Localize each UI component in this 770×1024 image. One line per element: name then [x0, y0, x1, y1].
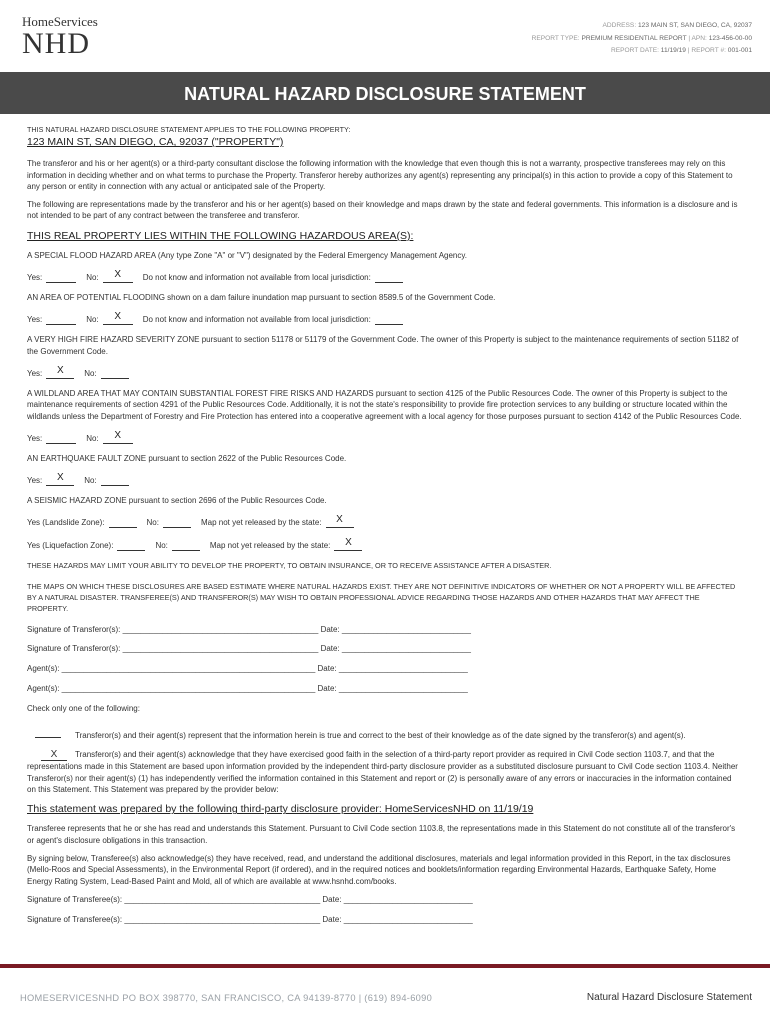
meta-apn-label: APN: — [691, 34, 707, 42]
meta-report-type-label: REPORT TYPE: — [531, 34, 580, 42]
intro-text: THIS NATURAL HAZARD DISCLOSURE STATEMENT APPLIES TO THE FOLLOWING PROPERTY: — [27, 125, 351, 134]
transferor-signature-line[interactable]: Signature of Transferor(s): ____________________________________________ Date: _____________________________ — [27, 644, 471, 654]
map-not-released-label: Map not yet released by the state: — [200, 518, 322, 528]
company-logo — [22, 14, 98, 58]
fire-no-field[interactable] — [101, 365, 129, 379]
dam-yes-field[interactable] — [46, 311, 76, 325]
liquefaction-map-field[interactable]: X — [334, 537, 362, 551]
meta-apn-value: 123-456-00-00 — [708, 34, 752, 42]
yes-label: Yes: — [27, 368, 43, 378]
agent-signature-line[interactable]: Agent(s): _________________________________________________________ Date: _____________________________ — [27, 684, 468, 694]
page-title: NATURAL HAZARD DISCLOSURE STATEMENT — [0, 72, 770, 114]
no-label: No: — [84, 475, 97, 485]
meta-separator: | — [686, 34, 692, 42]
report-meta — [532, 20, 752, 58]
seismic-zone-description: A SEISMIC HAZARD ZONE pursuant to section 2696 of the Public Resources Code. — [27, 496, 327, 506]
flood-no-field[interactable]: X — [103, 269, 133, 283]
transferor-signature-line[interactable]: Signature of Transferor(s): ____________________________________________ Date: _____________________________ — [27, 624, 471, 634]
no-label: No: — [86, 272, 99, 282]
liquefaction-answers — [27, 537, 742, 551]
yes-label: Yes: — [27, 475, 43, 485]
flood-yes-field[interactable] — [46, 269, 76, 283]
dam-no-field[interactable]: X — [103, 311, 133, 325]
fault-yes-field[interactable]: X — [46, 472, 74, 486]
no-label: No: — [146, 518, 159, 528]
no-label: No: — [84, 368, 97, 378]
meta-report-type-row — [532, 33, 752, 46]
check-option-2-text: Transferor(s) and their agent(s) acknowledge that they have exercised good faith in the selection of a third-party report provider as required in Civil Code section 1103.7, and that the representations made in this Statement are based upon information provided by the independent third-party disclosure provider as a substituted disclosure pursuant to Civil Code section 1103.4. Neither Transferor(s) nor their agent(s) (1) has independently verified the information contained in this Statement and report or (2) is personally aware of any errors or inaccuracies in the information contained on this Statement. This Statement was prepared by the provider below: — [27, 750, 738, 795]
wildland-yes-field[interactable] — [46, 430, 76, 444]
prepared-by-heading: This statement was prepared by the following third-party disclosure provider: HomeServicesNHD on 11/19/19 — [27, 803, 534, 816]
fire-severity-description: A VERY HIGH FIRE HAZARD SEVERITY ZONE pursuant to section 51178 or 51179 of the Government Code. The owner of this Property is subject to the maintenance requirements of section 51182 of the Government Code. — [27, 335, 739, 356]
fault-zone-answers — [27, 472, 742, 486]
check-option-2-field[interactable]: X — [41, 749, 67, 761]
dam-dnk-field[interactable] — [375, 311, 403, 325]
maps-estimate-notice: THE MAPS ON WHICH THESE DISCLOSURES ARE BASED ESTIMATE WHERE NATURAL HAZARDS EXIST. THEY ARE NOT DEFINITIVE INDICATORS OF WHETHER OR NOT A PROPERTY WILL BE AFFECTED BY A NATURAL DISASTER. TRANSFEREE(S) AND TRANSFEROR(S) MAY WISH TO OBTAIN PROFESSIONAL ADVICE REGARDING THOSE HAZARDS AND OTHER HAZARDS THAT MAY AFFECT THE PROPERTY. — [27, 581, 736, 614]
paragraph-representations: The following are representations made by the transferor and his or her agent(s) based on their knowledge and maps drawn by the state and federal governments. This information is a disclosure and is not intended to be part of any contract between the transferee and transferor. — [27, 200, 738, 221]
paragraph-transferee-acknowledges: By signing below, Transferee(s) also acknowledge(s) they have received, read, and understand the additional disclosures, materials and legal information provided in this Report, in the tax disclosures (Mello-Roos and Special Assessments), in the Environmental Report (if ordered), and in the required notices and booklets/information regarding Environmental Hazards, Earthquake Safety, Home Energy Rating System, Lead-Based Paint and Mold, all of which are available at www.hsnhd.com/books. — [27, 853, 731, 886]
map-not-released-label: Map not yet released by the state: — [209, 541, 331, 551]
yes-liquefaction-label: Yes (Liquefaction Zone): — [27, 541, 114, 551]
yes-landslide-label: Yes (Landslide Zone): — [27, 518, 105, 528]
dnk-label: Do not know and information not available from local jurisdiction: — [142, 315, 371, 325]
hazard-limits-notice: THESE HAZARDS MAY LIMIT YOUR ABILITY TO DEVELOP THE PROPERTY, TO OBTAIN INSURANCE, OR TO RECEIVE ASSISTANCE AFTER A DISASTER. — [27, 561, 552, 571]
check-one-heading: Check only one of the following: — [27, 703, 140, 713]
property-address: 123 MAIN ST, SAN DIEGO, CA, 92037 ("PROPERTY") — [27, 136, 284, 149]
fault-no-field[interactable] — [101, 472, 129, 486]
no-label: No: — [86, 315, 99, 325]
footer-divider — [0, 964, 770, 968]
flood-zone-answers — [27, 269, 742, 283]
fire-yes-field[interactable]: X — [46, 365, 74, 379]
paragraph-transferee-represents: Transferee represents that he or she has read and understands this Statement. Pursuant to Civil Code section 1103.8, the representations made in this Statement do not constitute all of the transferor's or agent's disclosure obligations in this transaction. — [27, 824, 736, 845]
meta-address-row — [532, 20, 752, 33]
liquefaction-yes-field[interactable] — [117, 537, 145, 551]
wildland-description: A WILDLAND AREA THAT MAY CONTAIN SUBSTANTIAL FOREST FIRE RISKS AND HAZARDS pursuant to section 4125 of the Public Resources Code. The owner of this Property is subject to the maintenance requirements of section 4291 of the Public Resources Code. Additionally, it is not the state's responsibility to provide fire protection services to any building or structure located within the wildlands unless the Department of Forestry and Fire Protection has entered into a cooperative agreement with a local agency for those purposes pursuant to section 4142 of the Public Resources Code. — [27, 388, 742, 421]
fire-severity-answers — [27, 365, 742, 379]
check-option-1-field[interactable] — [35, 726, 61, 738]
no-label: No: — [155, 541, 168, 551]
meta-separator: | — [685, 47, 692, 55]
footer-contact: HOMESERVICESNHD PO BOX 398770, SAN FRANCISCO, CA 94139-8770 | (619) 894-6090 — [20, 993, 433, 1003]
yes-label: Yes: — [27, 433, 43, 443]
hazard-areas-heading: THIS REAL PROPERTY LIES WITHIN THE FOLLOWING HAZARDOUS AREA(S): — [27, 229, 414, 242]
logo-wordmark: HomeServices — [22, 14, 98, 29]
landslide-answers — [27, 514, 742, 528]
check-option-1-text: Transferor(s) and their agent(s) represent that the information herein is true and correct to the best of their knowledge as of the date signed by the transferor(s) and agent(s). — [75, 731, 686, 741]
dnk-label: Do not know and information not available from local jurisdiction: — [142, 272, 371, 282]
meta-report-num-label: REPORT #: — [691, 47, 726, 55]
footer-document-title: Natural Hazard Disclosure Statement — [586, 992, 752, 1003]
meta-report-date-row — [532, 45, 752, 58]
transferee-signature-line[interactable]: Signature of Transferee(s): ____________________________________________ Date: _____________________________ — [27, 914, 473, 924]
no-label: No: — [86, 433, 99, 443]
meta-report-date-value: 11/19/19 — [660, 47, 686, 55]
landslide-no-field[interactable] — [163, 514, 191, 528]
wildland-no-field[interactable]: X — [103, 430, 133, 444]
dam-inundation-description: AN AREA OF POTENTIAL FLOODING shown on a dam failure inundation map pursuant to section 8589.5 of the Government Code. — [27, 293, 496, 303]
agent-signature-line[interactable]: Agent(s): _________________________________________________________ Date: _____________________________ — [27, 664, 468, 674]
liquefaction-no-field[interactable] — [172, 537, 200, 551]
yes-label: Yes: — [27, 315, 43, 325]
check-option-third-party — [27, 749, 742, 795]
meta-report-num-value: 001-001 — [727, 47, 752, 55]
landslide-yes-field[interactable] — [109, 514, 137, 528]
meta-address-value: 123 MAIN ST, SAN DIEGO, CA, 92037 — [638, 22, 752, 29]
meta-address-label: ADDRESS: — [602, 22, 637, 29]
yes-label: Yes: — [27, 272, 43, 282]
paragraph-transferor-disclosure: The transferor and his or her agent(s) or a third-party consultant disclose the following information with the knowledge that even though this is not a warranty, prospective transferees may rely on this information in deciding whether and on what terms to purchase the Property. Transferor hereby authorizes any agent(s) representing any principal(s) in this action to provide a copy of this Statement to any person or entity in connection with any actual or anticipated sale of the Property. — [27, 159, 733, 191]
meta-report-date-label: REPORT DATE: — [610, 47, 659, 55]
flood-dnk-field[interactable] — [375, 269, 403, 283]
landslide-map-field[interactable]: X — [326, 514, 354, 528]
flood-zone-description: A SPECIAL FLOOD HAZARD AREA (Any type Zone "A" or "V") designated by the Federal Emergency Management Agency. — [27, 250, 468, 260]
document-body — [27, 124, 742, 933]
check-option-transferor-represent — [27, 726, 742, 741]
transferee-signature-line[interactable]: Signature of Transferee(s): ____________________________________________ Date: _____________________________ — [27, 894, 473, 904]
dam-inundation-answers — [27, 311, 742, 325]
fault-zone-description: AN EARTHQUAKE FAULT ZONE pursuant to section 2622 of the Public Resources Code. — [27, 453, 347, 463]
wildland-answers — [27, 430, 742, 444]
logo-initials: NHD — [22, 27, 90, 60]
meta-report-type-value: PREMIUM RESIDENTIAL REPORT — [581, 34, 687, 42]
